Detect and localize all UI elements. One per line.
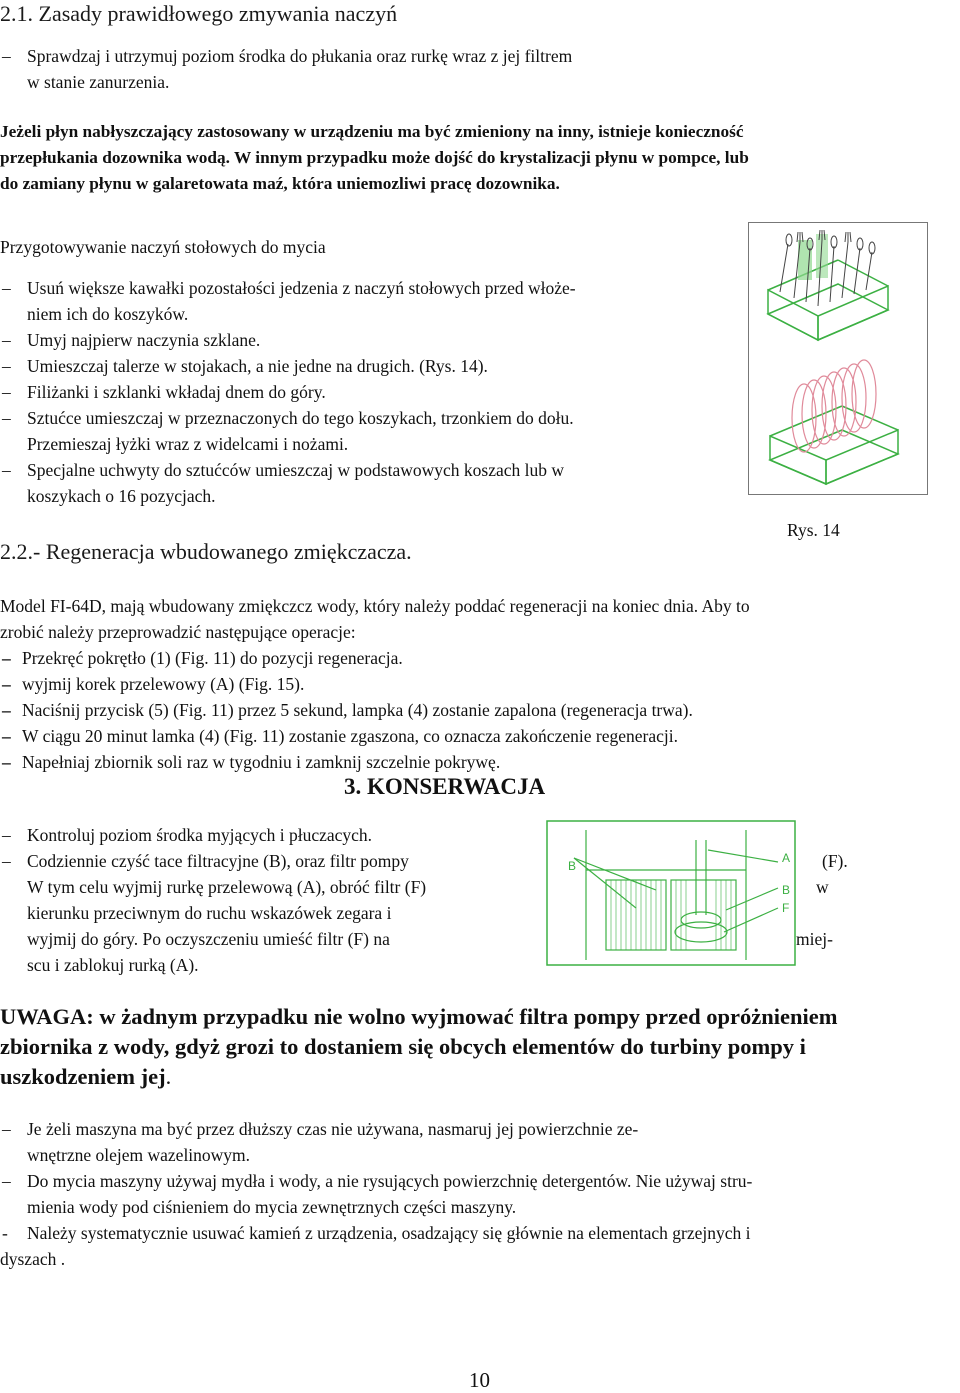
step-line: wyjmij korek przelewowy (A) (Fig. 15).	[22, 674, 305, 694]
figure-filter	[546, 820, 796, 966]
prep-line: koszykach o 16 pozycjach.	[27, 486, 216, 506]
prep-line: Specjalne uchwyty do sztućców umieszczaj w podstawowych koszach lub w	[27, 460, 564, 480]
maint-line: W tym celu wyjmij rurkę przelewową (A), obróć filtr (F)	[27, 877, 427, 897]
bold-paragraph-line: do zamiany płynu w galaretowata maź, która uniemozliwi pracę dozownika.	[0, 174, 560, 193]
label-b-left: B	[568, 859, 577, 873]
item-line: Sprawdzaj i utrzymuj poziom środka do płukania oraz rurkę wraz z jej filtrem	[27, 46, 573, 66]
dash-marker: –	[2, 460, 11, 480]
dash-marker: –	[2, 851, 11, 871]
step-line: W ciągu 20 minut lamka (4) (Fig. 11) zostanie zgaszona, co oznacza zakończenie regeneracji.	[22, 726, 678, 746]
warning-line: UWAGA: w żadnym przypadku nie wolno wyjmować filtra pompy przed opróżnieniem	[0, 1004, 838, 1029]
maint-line-right: miej-	[796, 929, 833, 949]
tip-line: Je żeli maszyna ma być przez dłuższy czas nie używana, nasmaruj jej powierzchnie ze-	[27, 1119, 639, 1139]
dash-marker: –	[2, 1171, 11, 1191]
dash-marker: –	[2, 278, 11, 298]
maint-line: Codziennie czyść tace filtracyjne (B), oraz filtr pompy	[27, 851, 409, 871]
maint-line: kierunku przeciwnym do ruchu wskazówek zegara i	[27, 903, 392, 923]
cutlery-basket-illustration	[768, 230, 888, 340]
item-line: w stanie zanurzenia.	[27, 72, 170, 92]
maint-line-right: w	[816, 877, 829, 897]
prep-line: Umieszczaj talerze w stojakach, a nie jedne na drugich. (Rys. 14).	[27, 356, 488, 376]
dash-marker: –	[2, 408, 11, 428]
step-line: Napełniaj zbiornik soli raz w tygodniu i zamknij szczelnie pokrywę.	[22, 752, 501, 772]
label-f: F	[782, 901, 790, 915]
warning-line: zbiornika z wody, gdyż grozi to dostaniem się obcych elementów do turbiny pompy i	[0, 1034, 806, 1059]
last-line: Należy systematycznie usuwać kamień z urządzenia, osadzający się głównie na elementach grzejnych i	[27, 1223, 751, 1243]
figure-frame	[749, 223, 928, 495]
prep-line: Przemieszaj łyżki wraz z widelcami i nożami.	[27, 434, 349, 454]
dash-marker: –	[2, 330, 11, 350]
prep-line: Sztućce umieszczaj w przeznaczonych do tego koszykach, trzonkiem do dołu.	[27, 408, 574, 428]
bold-paragraph-line: Jeżeli płyn nabłyszczający zastosowany w urządzeniu ma być zmieniony na inny, istnieje konieczność	[0, 122, 744, 141]
maint-line: wyjmij do góry. Po oczyszczeniu umieść filtr (F) na	[27, 929, 390, 949]
prep-line: Filiżanki i szklanki wkładaj dnem do góry.	[27, 382, 326, 402]
section-2-2-heading: 2.2.- Regeneracja wbudowanego zmiękczacza.	[0, 539, 412, 564]
maint-line-right: (F).	[822, 851, 848, 871]
dash-marker: –	[2, 825, 11, 845]
label-b-right: B	[782, 883, 791, 897]
section-2-1-heading: 2.1. Zasady prawidłowego zmywania naczyń	[0, 1, 398, 26]
warning-period: .	[165, 1064, 172, 1089]
warning-last: uszkodzeniem jej	[0, 1064, 166, 1089]
dash-marker: –	[2, 356, 11, 376]
prep-subheading: Przygotowywanie naczyń stołowych do mycia	[0, 237, 326, 257]
bold-dash-marker: –	[2, 752, 11, 772]
bold-dash-marker: –	[2, 726, 11, 746]
prep-line: Usuń większe kawałki pozostałości jedzenia z naczyń stołowych przed włoże-	[27, 278, 576, 298]
bold-dash-marker: –	[2, 674, 11, 694]
prep-line: niem ich do koszyków.	[27, 304, 189, 324]
bold-paragraph-line: przepłukania dozownika wodą. W innym przypadku może dojść do krystalizacji płynu w pompce, lub	[0, 148, 749, 167]
intro-line: Model FI-64D, mają wbudowany zmiękczcz wody, który należy poddać regeneracji na koniec dnia. Aby to	[0, 596, 750, 616]
bold-dash-marker: –	[2, 700, 11, 720]
dash-marker: –	[2, 382, 11, 402]
tip-line: Do mycia maszyny używaj mydła i wody, a nie rysujących powierzchnię detergentów. Nie używaj stru-	[27, 1171, 753, 1191]
bold-dash-marker: –	[2, 648, 11, 668]
plate-rack-illustration	[770, 360, 898, 484]
label-a: A	[782, 851, 791, 865]
warning-line	[0, 1062, 171, 1092]
last-line: dyszach .	[0, 1249, 66, 1269]
hyphen-marker: -	[2, 1223, 8, 1243]
step-line: Naciśnij przycisk (5) (Fig. 11) przez 5 sekund, lampka (4) zostanie zapalona (regeneracja trwa).	[22, 700, 693, 720]
tip-line: mienia wody pod ciśnieniem do mycia zewnętrznych części maszyny.	[27, 1197, 517, 1217]
maint-line: Kontroluj poziom środka myjących i płuczacych.	[27, 825, 373, 845]
dash-marker: –	[2, 1119, 11, 1139]
maint-line: scu i zablokuj rurką (A).	[27, 955, 199, 975]
tip-line: wnętrzne olejem wazelinowym.	[27, 1145, 251, 1165]
prep-line: Umyj najpierw naczynia szklane.	[27, 330, 261, 350]
page-number: 10	[469, 1368, 490, 1392]
section-3-heading: 3. KONSERWACJA	[344, 774, 546, 799]
intro-line: zrobić należy przeprowadzić następujące operacje:	[0, 622, 356, 642]
figure-rys14	[748, 222, 928, 495]
dash-marker: –	[2, 46, 11, 66]
figure-caption: Rys. 14	[787, 520, 840, 540]
step-line: Przekręć pokrętło (1) (Fig. 11) do pozycji regeneracja.	[22, 648, 403, 668]
